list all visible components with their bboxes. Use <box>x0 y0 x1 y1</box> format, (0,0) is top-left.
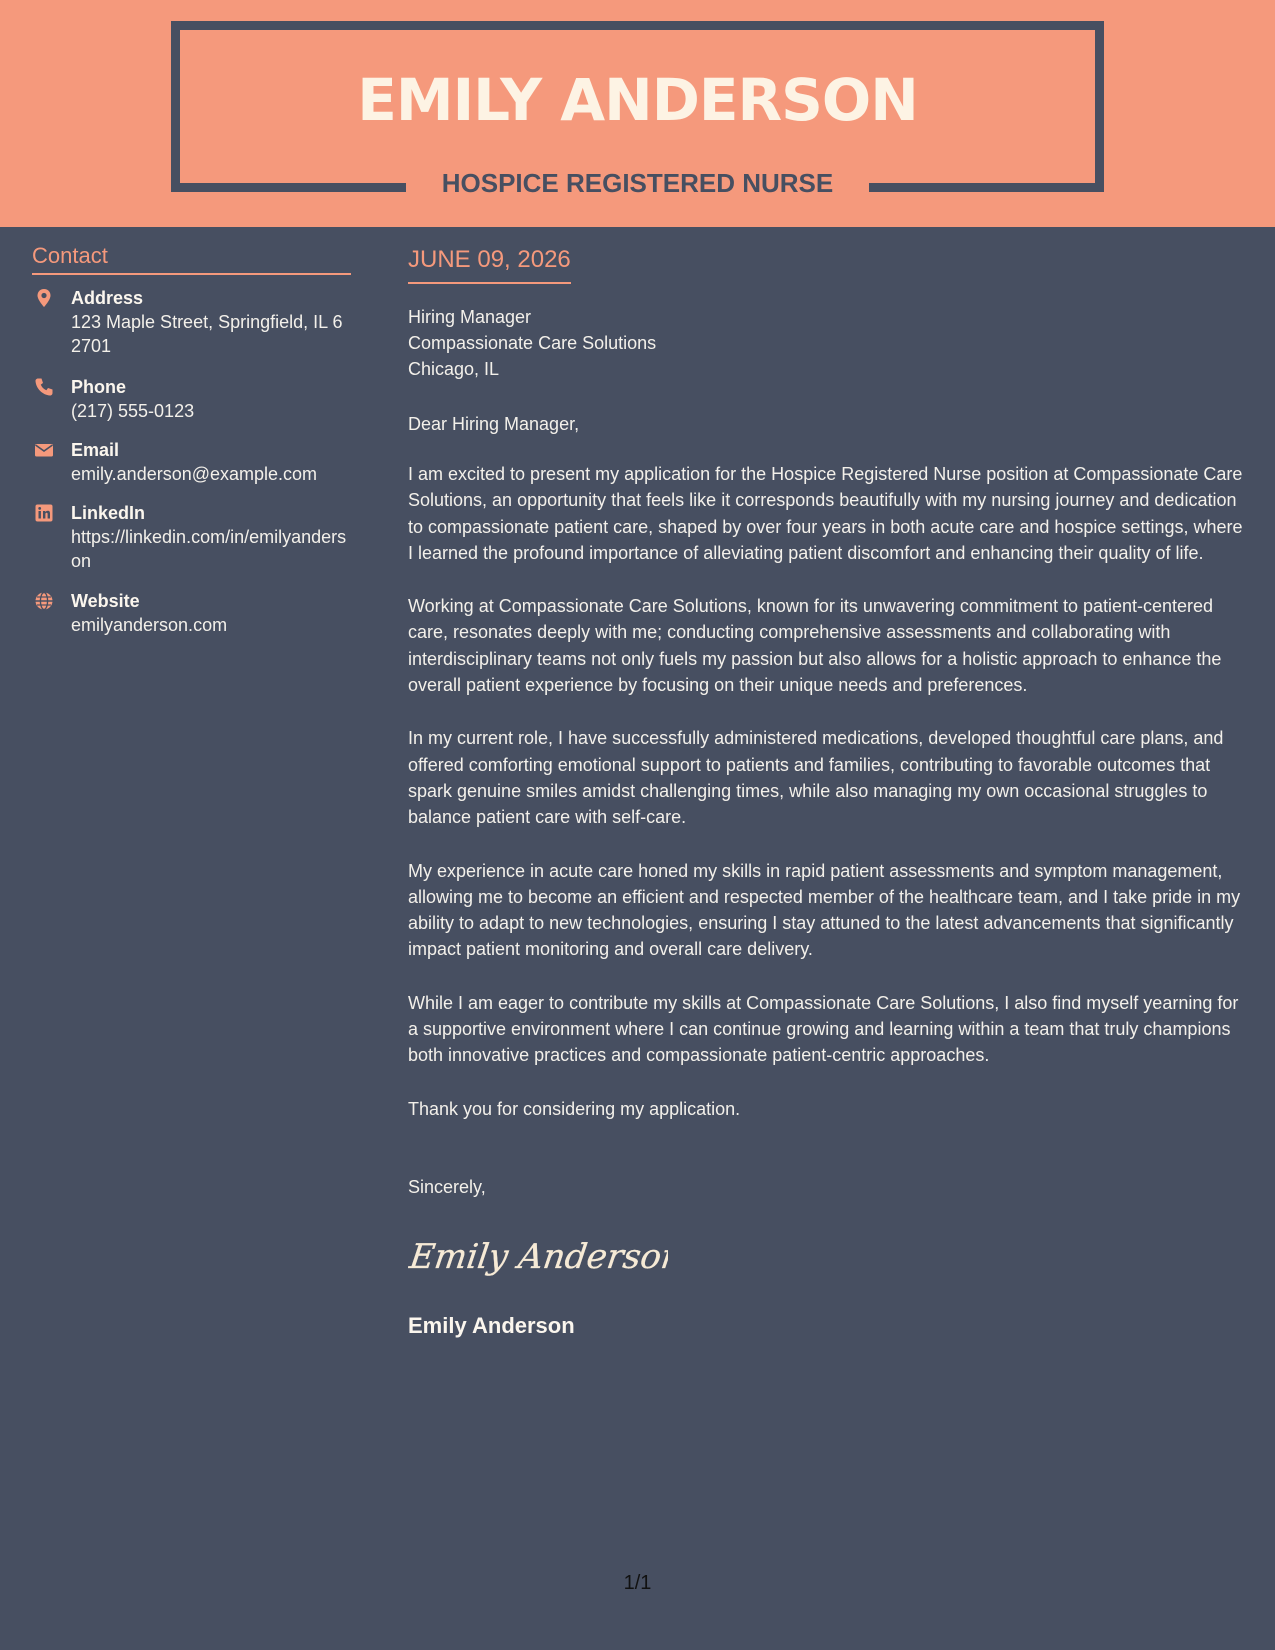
phone-value: (217) 555-0123 <box>71 401 195 421</box>
letter-date: JUNE 09, 2026 <box>408 244 571 284</box>
contact-heading: Contact <box>32 242 351 275</box>
applicant-name: EMILY ANDERSON <box>357 66 918 134</box>
linkedin-icon <box>34 503 54 523</box>
email-value[interactable]: emily.anderson@example.com <box>71 464 318 484</box>
globe-icon <box>34 591 54 611</box>
website-value[interactable]: emilyanderson.com <box>71 615 228 635</box>
job-title: HOSPICE REGISTERED NURSE <box>441 168 834 198</box>
signature-image <box>408 1228 668 1286</box>
recipient-block <box>408 304 1248 382</box>
signed-name: Emily Anderson <box>408 1312 575 1338</box>
linkedin-value[interactable]: https://linkedin.com/in/emilyanderson <box>71 527 347 571</box>
header-banner <box>0 0 1275 227</box>
recipient-line: Compassionate Care Solutions <box>408 333 657 353</box>
map-pin-icon <box>34 288 54 308</box>
svg-text:Emily Anderson: Emily Anderson <box>408 1237 668 1277</box>
envelope-icon <box>34 440 54 460</box>
contact-label: Email <box>71 440 120 460</box>
letter-paragraph: In my current role, I have successfully administered medications, developed thoughtful care plans, and offered comforting emotional support to patients and families, contributing to favorable outcomes that spark genuine smiles amidst challenging times, while also managing my own occasional struggles to balance patient care with self-care. <box>408 728 1224 828</box>
recipient-line: Hiring Manager <box>408 307 532 327</box>
contact-label: LinkedIn <box>71 503 146 523</box>
letter-paragraph: While I am eager to contribute my skills at Compassionate Care Solutions, I also find myself yearning for a supportive environment where I can continue growing and learning within a team that truly champions both innovative practices and compassionate patient-centric approaches. <box>408 992 1239 1066</box>
letter-paragraph: Thank you for considering my application. <box>408 1098 741 1119</box>
address-value: 123 Maple Street, Springfield, IL 62701 <box>71 312 343 356</box>
page-number: 1/1 <box>623 1572 652 1594</box>
letter-paragraph: I am excited to present my application for the Hospice Registered Nurse position at Compassionate Care Solutions, an opportunity that feels like it corresponds beautifully with my nursing journey and dedication to compassionate patient care, shaped by over four years in both acute care and hospice settings, where I learned the profound importance of alleviating patient discomfort and enhancing their quality of life. <box>408 464 1243 563</box>
recipient-line: Chicago, IL <box>408 359 500 379</box>
letter-paragraph: Working at Compassionate Care Solutions, known for its unwavering commitment to patient-centered care, resonates deeply with me; conducting comprehensive assessments and collaborating with interdisciplinary teams not only fuels my passion but also allows for a holistic approach to enhance the overall patient experience by focusing on their unique needs and preferences. <box>408 596 1222 696</box>
closing: Sincerely, <box>408 1176 486 1197</box>
phone-icon <box>34 377 54 397</box>
contact-label: Website <box>71 591 140 611</box>
contact-label: Address <box>71 288 144 308</box>
letter-body <box>408 244 1248 1341</box>
contact-label: Phone <box>71 377 127 397</box>
letter-paragraph: My experience in acute care honed my skills in rapid patient assessments and symptom management, allowing me to become an efficient and respected member of the healthcare team, and I take pride in my ability to adapt to new technologies, ensuring I stay attuned to the latest advancements that significantly impact patient monitoring and overall care delivery. <box>408 860 1241 960</box>
salutation: Dear Hiring Manager, <box>408 414 580 434</box>
